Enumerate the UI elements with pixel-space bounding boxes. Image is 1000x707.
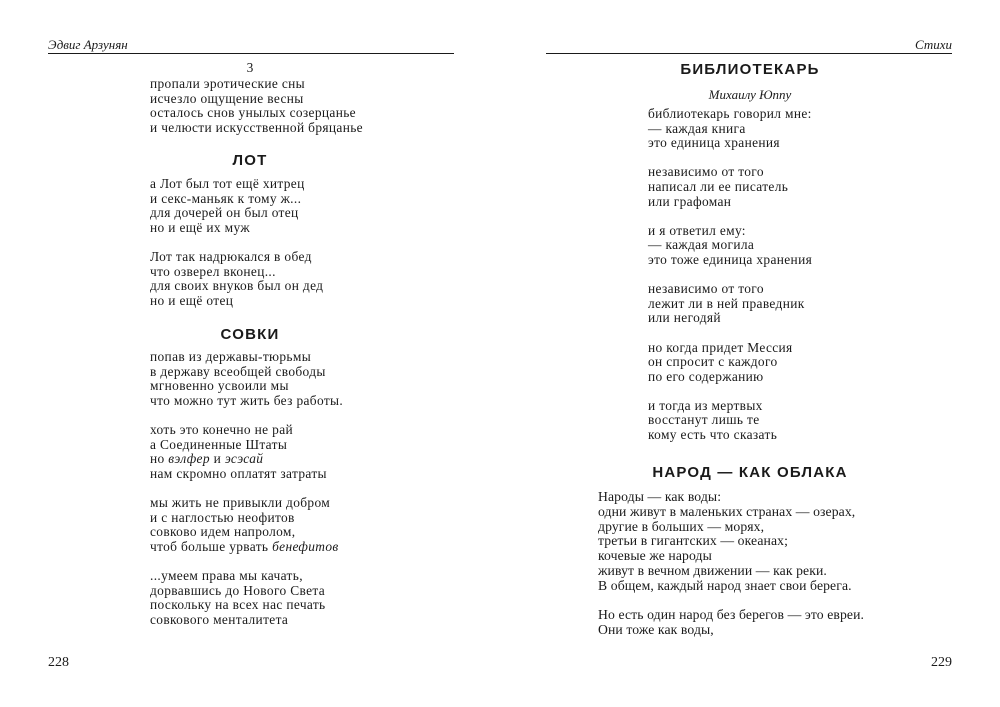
verse-line: поскольку на всех нас печать bbox=[150, 597, 326, 613]
verse-line: восстанут лишь те bbox=[648, 412, 760, 428]
header-rule bbox=[546, 53, 952, 54]
verse-line: независимо от того bbox=[648, 164, 764, 180]
verse-line: что можно тут жить без работы. bbox=[150, 392, 344, 408]
verse-line: и секс-маньяк к тому ж... bbox=[150, 190, 302, 206]
verse-line: — каждая книга bbox=[648, 120, 746, 136]
verse-line: но и ещё их муж bbox=[150, 219, 250, 235]
verse-line: но и ещё отец bbox=[150, 292, 234, 308]
verse-line: написал ли ее писатель bbox=[648, 178, 789, 194]
verse-line: это единица хранения bbox=[648, 135, 780, 151]
header-rule bbox=[48, 53, 454, 54]
page-number: 228 bbox=[48, 655, 69, 670]
verse-line: но когда придет Мессия bbox=[648, 339, 793, 355]
verse-line: это тоже единица хранения bbox=[648, 251, 813, 267]
verse-line: одни живут в маленьких странах — озерах, bbox=[598, 503, 856, 519]
poem-body-librarian bbox=[648, 107, 812, 443]
verse-line: мгновенно усвоили мы bbox=[150, 378, 289, 394]
stanza-gap bbox=[648, 209, 812, 224]
verse-text: но bbox=[150, 451, 169, 467]
verse-line: Но есть один народ без берегов — это евреи. bbox=[598, 607, 865, 623]
poem-body-sovki bbox=[150, 350, 343, 627]
dedication: Михаилу Юппу bbox=[708, 87, 792, 102]
verse-line: или негодяй bbox=[648, 310, 721, 326]
verse-line: для своих внуков был он дед bbox=[150, 278, 324, 294]
running-head-author: Эдвиг Арзунян bbox=[48, 37, 128, 52]
stanza-gap bbox=[648, 151, 812, 166]
verse-line bbox=[150, 540, 343, 555]
poem-title-sovki: СОВКИ bbox=[220, 326, 280, 343]
verse-text: чтоб больше урвать bbox=[150, 538, 273, 554]
poem-title-lot: ЛОТ bbox=[232, 152, 268, 169]
verse-line: В общем, каждый народ знает свои берега. bbox=[598, 577, 852, 593]
italic-term: вэлфер bbox=[168, 451, 210, 467]
stanza-gap bbox=[150, 554, 343, 569]
verse-line: осталось снов унылых созерцанье bbox=[150, 105, 356, 121]
verse-line bbox=[150, 452, 343, 467]
verse-line: исчезло ощущение весны bbox=[150, 90, 304, 106]
stanza-gap bbox=[150, 235, 323, 250]
running-head-section: Стихи bbox=[914, 37, 952, 52]
verse-line: кочевые же народы bbox=[598, 548, 712, 564]
italic-term: бенефитов bbox=[272, 538, 339, 554]
page-number: 229 bbox=[931, 655, 952, 670]
poem-body-lot bbox=[150, 177, 323, 308]
stanza-gap bbox=[598, 594, 864, 609]
verse-line: нам скромно оплатят затраты bbox=[150, 465, 327, 481]
verse-line: и тогда из мертвых bbox=[648, 397, 763, 413]
verse-line: — каждая могила bbox=[648, 237, 755, 253]
poem-title-librarian: БИБЛИОТЕКАРЬ bbox=[680, 61, 820, 78]
verse-line: третьи в гигантских — океанах; bbox=[598, 533, 788, 549]
stanza-gap bbox=[648, 326, 812, 341]
verse-line: в державу всеобщей свободы bbox=[150, 363, 326, 379]
verse-line: кому есть что сказать bbox=[648, 427, 778, 443]
verse-line: мы жить не привыкли добром bbox=[150, 494, 331, 510]
verse-line: и с наглостью неофитов bbox=[150, 509, 295, 525]
stanza-gap bbox=[648, 384, 812, 399]
italic-term: эсэсай bbox=[224, 451, 264, 467]
verse-line: живут в вечном движении — как реки. bbox=[598, 562, 827, 578]
stanza-gap bbox=[150, 408, 343, 423]
verse-line: совкового менталитета bbox=[150, 611, 289, 627]
verse-line: Они тоже как воды, bbox=[598, 621, 714, 637]
stanza-gap bbox=[648, 268, 812, 283]
verse-line: ...умеем права мы качать, bbox=[150, 567, 303, 583]
verse-line: Лот так надрюкался в обед bbox=[150, 248, 312, 264]
section-number: 3 bbox=[246, 60, 254, 75]
section-stanza bbox=[150, 77, 363, 135]
verse-line: библиотекарь говорил мне: bbox=[648, 106, 812, 121]
verse-line: и я ответил ему: bbox=[648, 222, 746, 238]
verse-line: а Соединенные Штаты bbox=[150, 436, 288, 452]
verse-line: или графоман bbox=[648, 193, 732, 209]
poem-body-narod bbox=[598, 490, 864, 638]
right-page bbox=[500, 0, 1000, 707]
verse-line: что озверел вконец... bbox=[150, 263, 276, 279]
verse-line: и челюсти искусственной бряцанье bbox=[150, 119, 363, 135]
verse-line: хоть это конечно не рай bbox=[150, 421, 294, 437]
poem-title-narod: НАРОД — КАК ОБЛАКА bbox=[652, 464, 848, 481]
verse-line: пропали эротические сны bbox=[150, 76, 306, 91]
verse-text: и bbox=[209, 451, 225, 467]
verse-line: независимо от того bbox=[648, 281, 764, 297]
verse-line: Народы — как воды: bbox=[598, 489, 722, 504]
verse-line: попав из державы-тюрьмы bbox=[150, 349, 312, 364]
verse-line: дорвавшись до Нового Света bbox=[150, 582, 326, 598]
verse-line: совково идем напролом, bbox=[150, 524, 296, 540]
verse-line: а Лот был тот ещё хитрец bbox=[150, 176, 305, 191]
verse-line: для дочерей он был отец bbox=[150, 205, 299, 221]
verse-line: лежит ли в ней праведник bbox=[648, 295, 805, 311]
stanza-gap bbox=[150, 481, 343, 496]
verse-line: он спросит с каждого bbox=[648, 354, 778, 370]
verse-line: по его содержанию bbox=[648, 368, 764, 384]
verse-line: другие в больших — морях, bbox=[598, 518, 765, 534]
